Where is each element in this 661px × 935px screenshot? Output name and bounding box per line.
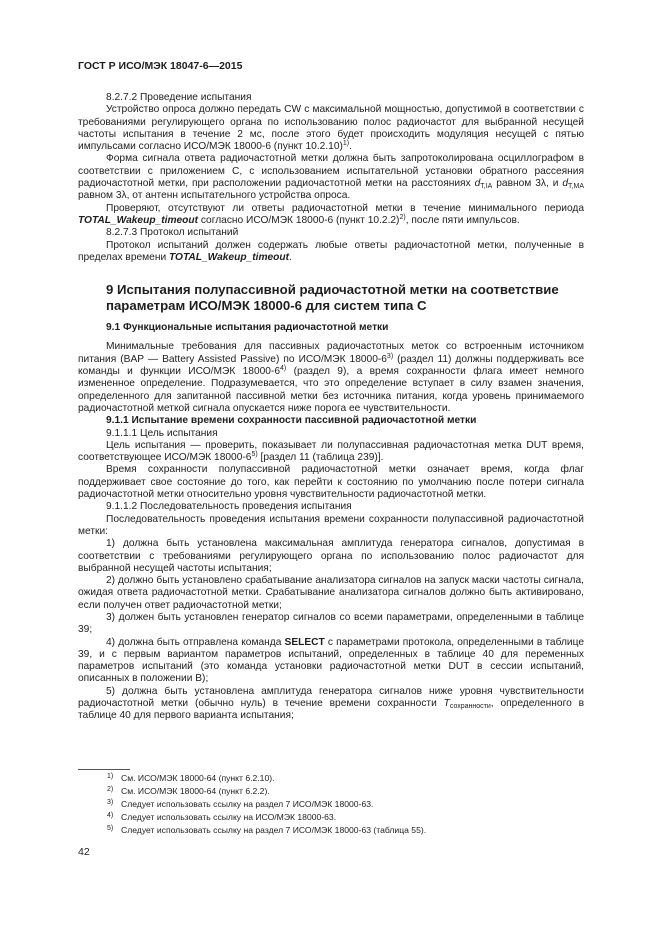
footnote-item: 2) См. ИСО/МЭК 18000-64 (пункт 6.2.2). xyxy=(107,786,270,796)
footnote-divider xyxy=(78,769,130,770)
footnote-ref[interactable]: 5) xyxy=(251,451,258,459)
paragraph: Устройство опроса должно передать CW с максимальной мощностью, допустимой в соответствии с требованиями регулирующего органа по использованию полос радиочастот для выбранной несущей частоты испытания в течение 2 мс, после этого будет происходить модуляция несущей с пятью импульсами согласно ИСО/МЭК 18000-6 (пункт 10.2.10)$^{1)}$. xyxy=(78,104,584,153)
document-body xyxy=(78,92,584,723)
paragraph: Минимальные требования для пассивных радиочастотных меток со встроенным источником питания (BAP — Battery Assisted Passive) по ИСО/МЭК 18000-6$^{3)}$ (раздел 11) должны поддерживать все команды и функции ИСО/МЭК 18000-6$^{4)}$ (раздел 9), а время сохранности флага имеет немного измененное определение. Подразумевается, что это определение вступает в силу взамен значения, определенного для запитанной пассивной метки без источника питания, когда уровень принимаемого радиочастотной меткой сигнала опускается ниже порога ее чувствительности. xyxy=(78,341,585,414)
section-heading-9: 9 Испытания полупассивной радиочастотной метки на соответствие параметрам ИСО/МЭК 18000-6 для систем типа С xyxy=(106,282,559,313)
list-item: 5) должна быть установлена амплитуда генератора сигналов ниже уровня чувствительности радиочастотной метки (обычно нуль) в течение времени сохранности $T_{сохранности}$, определенного в таблице 40 для первого варианта испытания; xyxy=(78,685,585,722)
paragraph: Протокол испытаний должен содержать любые ответы радиочастотной метки, полученные в пределах времени TOTAL_Wakeup_timeout. xyxy=(78,239,584,263)
paragraph: Время сохранности полупассивной радиочастотной метки означает время, когда флаг поддерживает свое состояние до того, как перейти к состоянию по умолчанию после потери сигнала радиочастотной метки относительно уровня чувствительности радиочастотной метки. xyxy=(78,464,584,501)
footnotes xyxy=(78,769,584,837)
paragraph: Проверяют, отсутствуют ли ответы радиочастотной метки в течение минимального периода TOTAL_Wakeup_timeout согласно ИСО/МЭК 18000-6 (пункт 10.2.2)$^{2)}$, после пяти импульсов. xyxy=(78,202,584,226)
paragraph: Последовательность проведения испытания времени сохранности полупассивной радиочастотной метки: xyxy=(78,513,584,537)
footnote-ref[interactable]: 4) xyxy=(280,365,287,373)
section-heading-8-2-7-3: 8.2.7.3 Протокол испытаний xyxy=(106,227,239,239)
list-item: 4) должна быть отправлена команда SELECT с параметрами протокола, определенными в таблице 39, и с первым вариантом параметров испытаний, определенных в таблице 40 для переменных параметров испытаний (это команда установки радиочастотной метки DUT в сессии испытаний, описанных в положении В); xyxy=(78,636,584,685)
section-heading-9-1-1-2: 9.1.1.2 Последовательность проведения испытания xyxy=(106,501,352,513)
page-number: 42 xyxy=(78,846,90,858)
list-item: 1) должна быть установлена максимальная амплитуда генератора сигналов, допустимая в соответствии с требованиями регулирующего органа по использованию полос радиочастот для выбранной несущей частоты испытания; xyxy=(78,538,584,574)
footnote-item: 4) Следует использовать ссылку на ИСО/МЭК 18000-63. xyxy=(107,812,337,822)
footnote-ref[interactable]: 2) xyxy=(399,213,406,221)
footnote-item: 1) См. ИСО/МЭК 18000-64 (пункт 6.2.10). xyxy=(107,773,275,783)
section-heading-9-1-1-1: 9.1.1.1 Цель испытания xyxy=(106,427,218,439)
list-item: 2) должно быть установлено срабатывание анализатора сигналов на запуск маски частоты сигнала, ожидая ответа радиочастотной метки. Срабатывание анализатора сигналов должно быть активировано, если получен ответ радиочастотной метки; xyxy=(78,575,584,611)
section-heading-9-1: 9.1 Функциональные испытания радиочастотной метки xyxy=(106,322,389,334)
footnote-item: 3) Следует использовать ссылку на раздел 7 ИСО/МЭК 18000-63. xyxy=(107,799,374,809)
page-header-standard-title: ГОСТ Р ИСО/МЭК 18047-6—2015 xyxy=(78,60,243,72)
paragraph: Цель испытания — проверить, показывает ли полупассивная радиочастотная метка DUT время, соответствующее ИСО/МЭК 18000-6$^{5)}$ [раздел 11 (таблица 239)]. xyxy=(78,439,584,464)
paragraph: Форма сигнала ответа радиочастотной метки должна быть запротоколирована осциллографом в соответствии с приложением С, с использованием испытательной установки обратного рассеяния радиочастотной метки, при расположении радиочастотной метки на расстояниях $d_{T,IA}$ равном 3λ, и $d_{T,MA}$ равном 3λ, от антенн испытательного устройства опроса. xyxy=(78,153,584,202)
list-item: 3) должен быть установлен генератор сигналов со всеми параметрами, определенными в таблице 39; xyxy=(78,611,584,636)
section-heading-8-2-7-2: 8.2.7.2 Проведение испытания xyxy=(106,92,252,103)
footnote-item: 5) Следует использовать ссылку на раздел 7 ИСО/МЭК 18000-63 (таблица 55). xyxy=(107,825,427,835)
footnote-ref[interactable]: 3) xyxy=(386,352,394,360)
section-heading-9-1-1: 9.1.1 Испытание времени сохранности пассивной радиочастотной метки xyxy=(106,415,477,427)
footnote-ref[interactable]: 1) xyxy=(342,140,350,148)
